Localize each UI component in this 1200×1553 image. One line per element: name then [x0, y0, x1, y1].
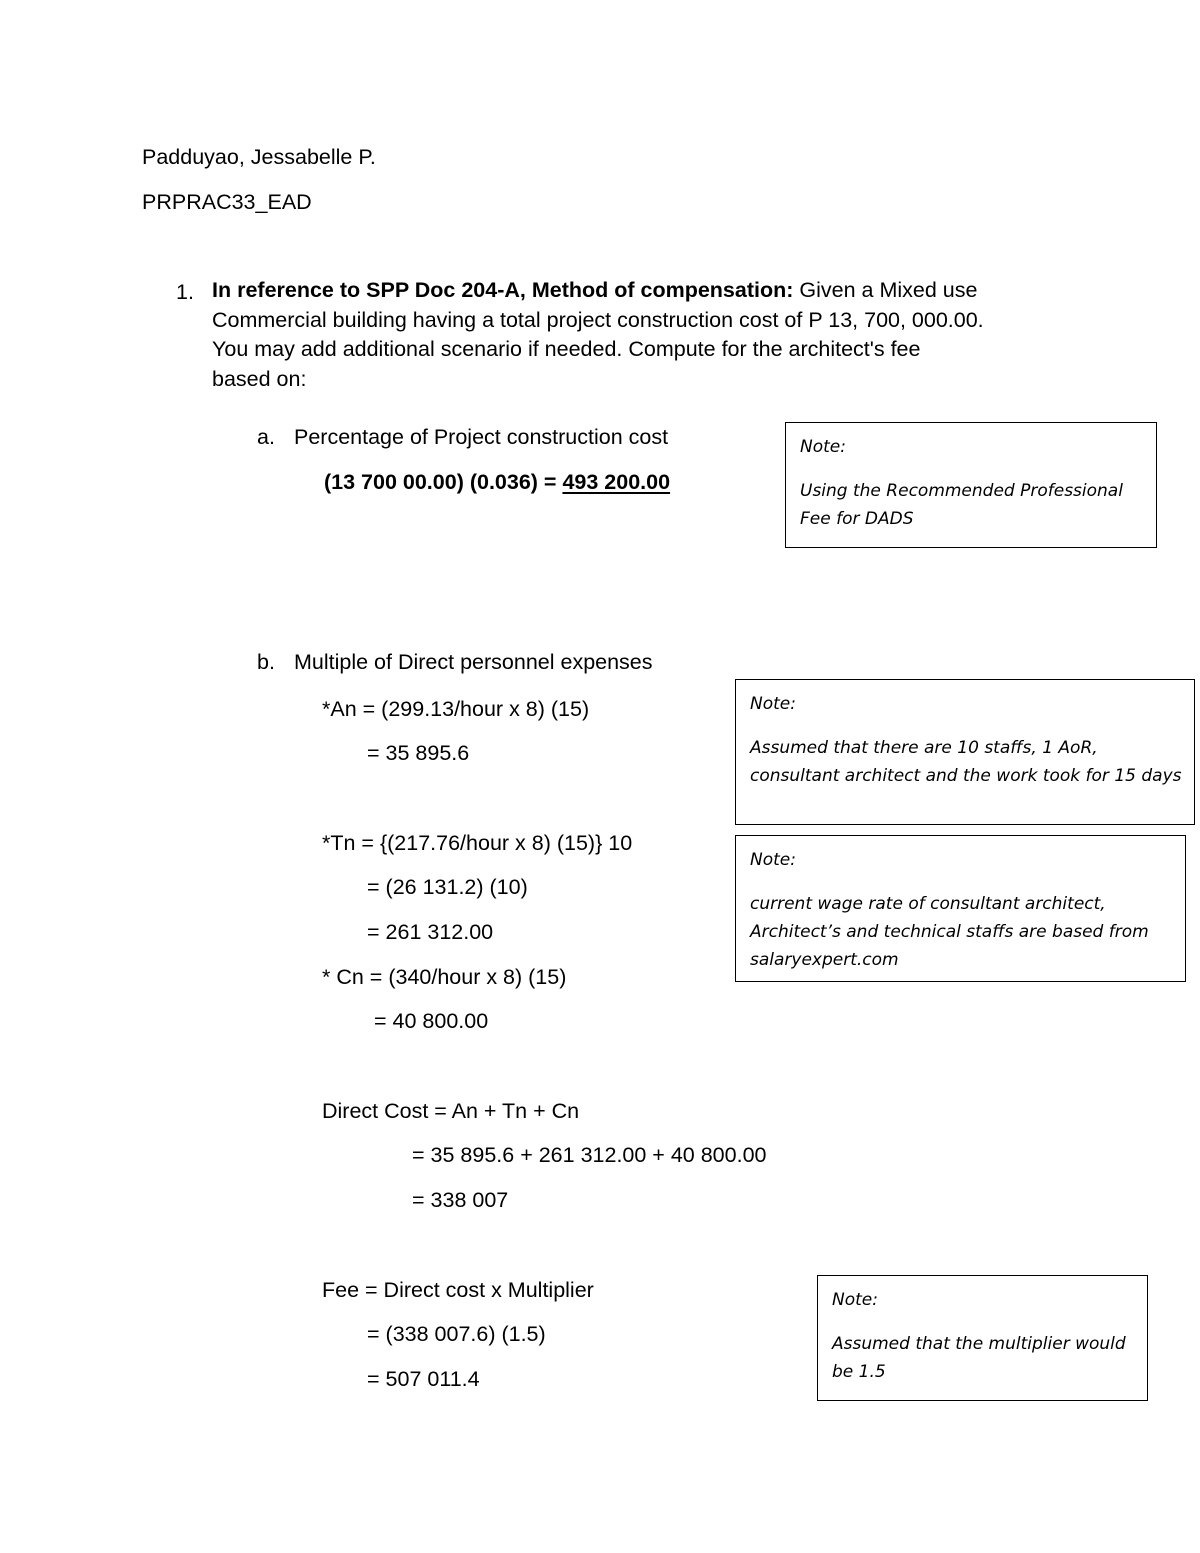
note-dads-title: Note:: [800, 437, 846, 457]
note-multiplier-body: Assumed that the multiplier would be 1.5: [832, 1334, 1126, 1382]
question-bold-lead: In reference to SPP Doc 204-A, Method of compensation:: [212, 278, 794, 302]
part-a-formula-expr: (13 700 00.00) (0.036) =: [324, 470, 563, 494]
fee-result: = 507 011.4: [367, 1367, 480, 1391]
part-a-formula: [324, 472, 670, 494]
direct-cost-formula: Direct Cost = An + Tn + Cn: [322, 1099, 580, 1123]
tn-result: = 261 312.00: [367, 920, 494, 944]
question-line4: based on:: [212, 366, 307, 391]
note-wage-source: [735, 835, 1186, 982]
note-multiplier-title: Note:: [832, 1290, 878, 1310]
note-staff-title: Note:: [750, 694, 796, 714]
fee-formula: Fee = Direct cost x Multiplier: [322, 1278, 594, 1302]
tn-step: = (26 131.2) (10): [367, 875, 528, 899]
question-line1-rest: Given a Mixed use: [793, 278, 978, 302]
note-staff-body: Assumed that there are 10 staffs, 1 AoR, consultant architect and the work took for 15 days: [750, 738, 1182, 786]
fee-step: = (338 007.6) (1.5): [367, 1322, 546, 1346]
part-a-label: a.: [257, 425, 275, 449]
note-wage-body: current wage rate of consultant architect, Architect’s and technical staffs are based from salaryexpert.com: [750, 894, 1149, 970]
question-line2: Commercial building having a total project construction cost of P 13, 700, 000.00.: [212, 307, 984, 332]
direct-cost-step: = 35 895.6 + 261 312.00 + 40 800.00: [412, 1143, 767, 1167]
an-result: = 35 895.6: [367, 741, 470, 765]
question-line3: You may add additional scenario if needed. Compute for the architect's fee: [212, 337, 921, 361]
an-formula: *An = (299.13/hour x 8) (15): [322, 697, 590, 721]
note-dads-body: Using the Recommended Professional Fee for DADS: [800, 481, 1123, 529]
note-wage-title: Note:: [750, 850, 796, 870]
note-multiplier: [817, 1275, 1148, 1401]
question-number: 1.: [176, 280, 194, 304]
part-a-result: 493 200.00: [562, 470, 671, 494]
part-b-label: b.: [257, 650, 275, 674]
note-dads: [785, 422, 1157, 548]
part-b-title: Multiple of Direct personnel expenses: [294, 650, 653, 674]
author-name: Padduyao, Jessabelle P.: [142, 145, 376, 169]
cn-result: = 40 800.00: [374, 1009, 489, 1033]
part-a-title: Percentage of Project construction cost: [294, 425, 669, 449]
direct-cost-result: = 338 007: [412, 1188, 509, 1212]
cn-formula: * Cn = (340/hour x 8) (15): [322, 965, 567, 989]
note-staff-assumption: [735, 679, 1195, 825]
tn-formula: *Tn = {(217.76/hour x 8) (15)} 10: [322, 831, 633, 855]
course-code: PRPRAC33_EAD: [142, 190, 312, 214]
question-text: [212, 276, 1072, 394]
